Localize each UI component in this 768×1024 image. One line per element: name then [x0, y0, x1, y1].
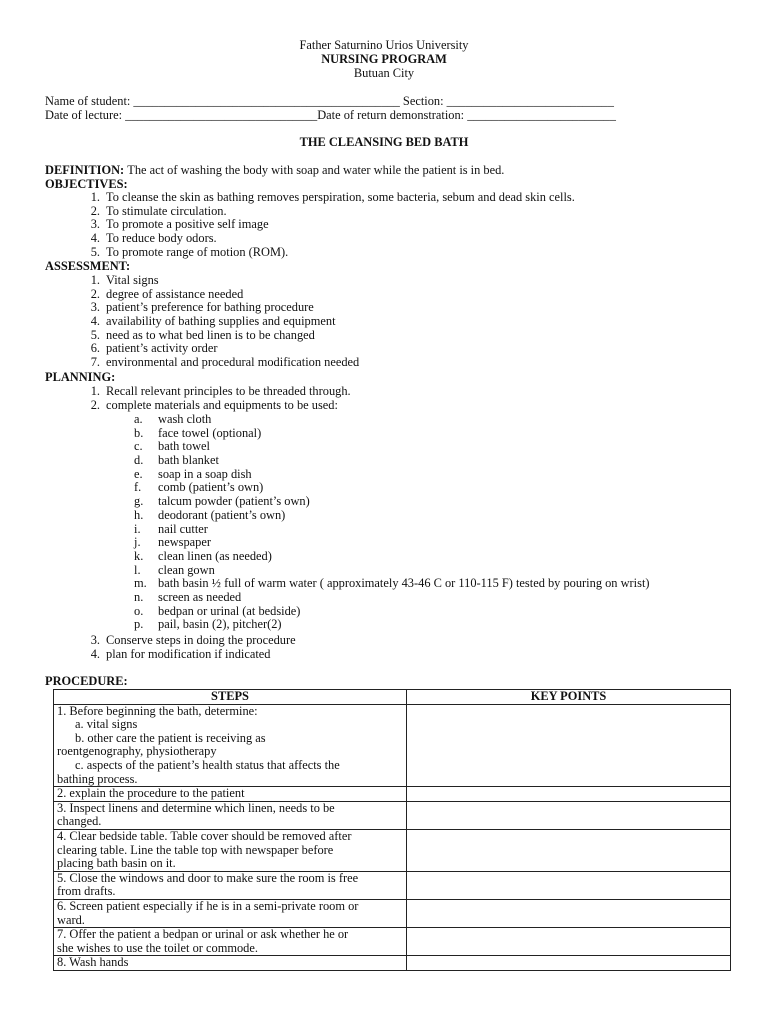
- step-cell: 6. Screen patient especially if he is in a semi-private room or ward.: [54, 899, 407, 927]
- table-row: [54, 871, 731, 899]
- key-point-cell: [407, 899, 731, 927]
- key-point-cell: [407, 871, 731, 899]
- step-cell: 1. Before beginning the bath, determine: a. vital signs b. other care the patient is receiving as roentgenography, physiotherapy c. aspects of the patient’s health status that affects the bathing process.: [54, 704, 407, 787]
- step-cell: 5. Close the windows and door to make sure the room is free from drafts.: [54, 871, 407, 899]
- definition-text: The act of washing the body with soap and water while the patient is in bed.: [127, 163, 505, 177]
- table-row: [54, 829, 731, 871]
- step-cell: 7. Offer the patient a bedpan or urinal or ask whether he or she wishes to use the toilet or commode.: [54, 928, 407, 956]
- table-row: [54, 704, 731, 787]
- table-row: [54, 899, 731, 927]
- program-name: NURSING PROGRAM: [321, 52, 447, 66]
- planning-label: PLANNING:: [45, 370, 116, 384]
- key-point-cell: [407, 829, 731, 871]
- document-page: Father Saturnino Urios University NURSING PROGRAM Butuan City Name of student: ___________________________________________ Section: ___________________________ Date of lecture: _______________________________Date of return demonstration: ________________________ THE CLEANSING BED BATH DEFINITION: The act of washing the body with soap and water while the patient is in bed. OBJECTIVES: 1. To cleanse the skin as bathing removes perspiration, some bacteria, sebum and dead skin cells. 2. To stimulate circulation. 3. To promote a positive self image 4. To reduce body odors. 5. To promote range of motion (ROM). ASSESSMENT: 1. Vital signs 2. degree of assistance needed 3. patient’s preference for bathing procedure 4. availability of bathing supplies and equipment 5. need as to what bed linen is to be changed 6. patient’s activity order 7. environmental and procedural modification needed PLANNING: 1. Recall relevant principles to be threaded through. 2. complete materials and equipments to be used: a. wash cloth b. face towel (optional) c. bath towel d. bath blanket e. soap in a soap dish f. comb (patient’s own) g. talcum powder (patient’s own) h. deodorant (patient’s own) i. nail cutter j. newspaper k. clean linen (as needed) l. clean gown m. bath basin ½ full of warm water ( approximately 43-46 C or 110-115 F) tested by pouring on wrist) n. screen as needed o. bedpan or urinal (at bedside) p. pail, basin (2), pitcher(2) 3. Conserve steps in doing the procedure 4. plan for modification if indicated PROCEDURE: STEPS KEY POINTS 1. Before beginning the bath, determine: a. vital signs b. other care the patient is receiving as roentgenography, physiotherapy c. aspects of the patient’s health status that affects the bathing process. 2. explain the procedure to the patient 3. Inspect linens and determine which linen, needs to be changed. 4. Clear bedside table. Table cover should be removed after clearing table. Line the table top with newspaper before placing bath basin on it. 5. Close the windows and door to make sure the room is free from drafts. 6. Screen patient especially if he is in a semi-private room or ward. 7. Offer the patient a bedpan or urinal or ask whether he or she wishes to use the toilet or commode. 8. Wash hands: [0, 0, 768, 1024]
- key-points-column-header: KEY POINTS: [407, 690, 731, 705]
- step-cell: 8. Wash hands: [54, 956, 407, 971]
- table-row: [54, 787, 731, 802]
- procedure-label: PROCEDURE:: [45, 674, 128, 688]
- lecture-date-line: Date of lecture: _______________________________Date of return demonstration: ________________________: [45, 108, 616, 122]
- step-cell: 4. Clear bedside table. Table cover should be removed after clearing table. Line the table top with newspaper before placing bath basin on it.: [54, 829, 407, 871]
- table-row: [54, 801, 731, 829]
- objectives-label: OBJECTIVES:: [45, 177, 128, 191]
- definition-label: DEFINITION:: [45, 163, 125, 177]
- key-point-cell: [407, 956, 731, 971]
- procedure-table: [53, 689, 731, 971]
- key-point-cell: [407, 787, 731, 802]
- key-point-cell: [407, 801, 731, 829]
- student-name-section-line: Name of student: ___________________________________________ Section: ___________________________: [45, 94, 614, 108]
- step-cell: 2. explain the procedure to the patient: [54, 787, 407, 802]
- key-point-cell: [407, 928, 731, 956]
- city-name: Butuan City: [353, 66, 415, 80]
- table-row: [54, 956, 731, 971]
- table-row: [54, 928, 731, 956]
- assessment-label: ASSESSMENT:: [45, 259, 131, 273]
- steps-column-header: STEPS: [54, 690, 407, 705]
- key-point-cell: [407, 704, 731, 787]
- document-title: THE CLEANSING BED BATH: [299, 135, 469, 149]
- step-cell: 3. Inspect linens and determine which linen, needs to be changed.: [54, 801, 407, 829]
- university-name: Father Saturnino Urios University: [299, 38, 469, 52]
- table-header-row: [54, 690, 731, 705]
- definition-paragraph: [45, 164, 504, 178]
